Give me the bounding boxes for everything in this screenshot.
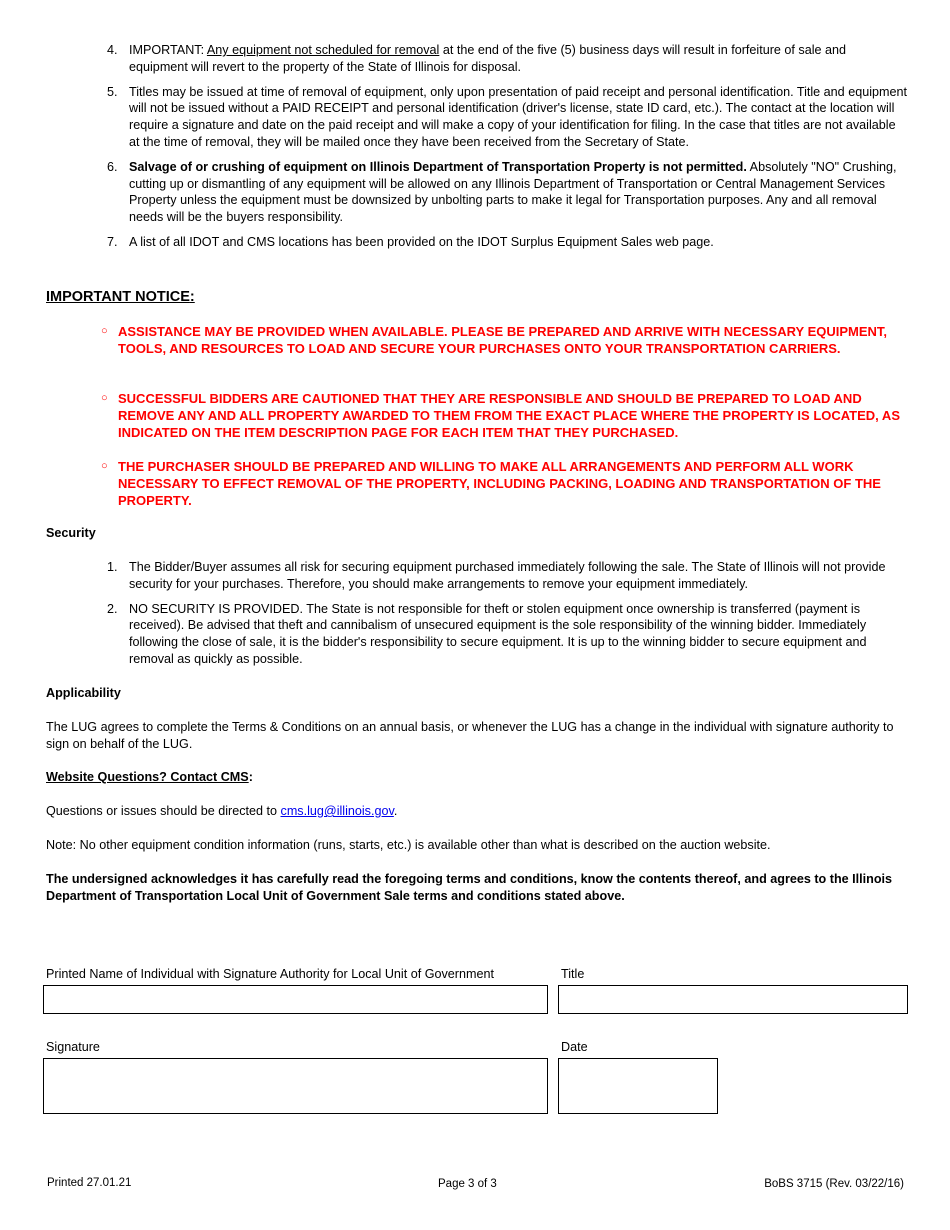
notice-text: THE PURCHASER SHOULD BE PREPARED AND WILLING TO MAKE ALL ARRANGEMENTS AND PERFORM ALL WORK NECESSARY TO EFFECT REMOVAL OF THE PROPERTY, INCLUDING PACKING, LOADING AND TRANSPORTATION OF THE PROPERTY. bbox=[118, 459, 881, 508]
acknowledgement-text: The undersigned acknowledges it has carefully read the foregoing terms and conditions, know the contents thereof, and agrees to the Illinois Department of Transportation Local Unit of Government Sale terms and conditions stated above. bbox=[46, 872, 893, 903]
applicability-text: The LUG agrees to complete the Terms & Conditions on an annual basis, or whenever the LUG has a change in the individual with signature authority to sign on behalf of the LUG. bbox=[46, 720, 894, 751]
printed-date: Printed 27.01.21 bbox=[47, 1177, 132, 1189]
title-label: Title bbox=[561, 967, 585, 981]
security-list bbox=[107, 559, 907, 668]
list-item bbox=[107, 234, 907, 251]
date-label: Date bbox=[561, 1040, 588, 1054]
list-underlined: Any equipment not scheduled for removal bbox=[206, 43, 440, 57]
list-text: NO SECURITY IS PROVIDED. The State is not responsible for theft or stolen equipment once ownership is transferred (payment is received). Be advised that theft and cannibalism of unsecured equipment is the sole responsibility of the winning bidder. Immediately following the close of sale, it is the bidder's responsibility to secure equipment. It is up to the winning bidder to secure equipment and removal as quickly as possible. bbox=[129, 601, 867, 666]
security-heading: Security bbox=[46, 526, 96, 540]
list-item bbox=[107, 84, 907, 151]
notice-text: SUCCESSFUL BIDDERS ARE CAUTIONED THAT THEY ARE RESPONSIBLE AND SHOULD BE PREPARED TO LOAD AND REMOVE ANY AND ALL PROPERTY AWARDED TO THEM FROM THE EXACT PLACE WHERE THE PROPERTY IS LOCATED, AS INDICATED ON THE ITEM DESCRIPTION PAGE FOR EACH ITEM THAT THEY PURCHASED. bbox=[118, 391, 900, 440]
list-lead: IMPORTANT: bbox=[129, 43, 207, 57]
website-heading-colon: : bbox=[248, 770, 253, 784]
page-number: Page 3 of 3 bbox=[438, 1178, 497, 1190]
list-number: 6. bbox=[107, 159, 118, 174]
questions-text bbox=[46, 803, 906, 820]
list-item bbox=[107, 159, 907, 226]
website-questions-heading bbox=[46, 770, 253, 784]
list-item bbox=[107, 601, 907, 668]
terms-list bbox=[107, 42, 907, 251]
title-field[interactable] bbox=[558, 985, 908, 1014]
list-text: at the end of the five (5) business days will result in forfeiture of sale and equipment will revert to the property of the State of Illinois for disposal. bbox=[129, 43, 847, 74]
printed-name-label: Printed Name of Individual with Signature Authority for Local Unit of Government bbox=[46, 967, 495, 981]
circle-bullet-icon: ○ bbox=[101, 460, 108, 472]
list-bold: Salvage of or crushing of equipment on Illinois Department of Transportation Property is not permitted. bbox=[129, 159, 747, 174]
questions-prefix: Questions or issues should be directed to bbox=[46, 804, 281, 818]
list-text: A list of all IDOT and CMS locations has been provided on the IDOT Surplus Equipment Sales web page. bbox=[129, 234, 714, 249]
website-heading-text: Website Questions? Contact CMS bbox=[46, 770, 249, 784]
list-item bbox=[107, 42, 907, 76]
date-field[interactable] bbox=[558, 1058, 718, 1114]
email-link[interactable]: cms.lug@illinois.gov bbox=[280, 804, 394, 818]
notice-text: ASSISTANCE MAY BE PROVIDED WHEN AVAILABLE. PLEASE BE PREPARED AND ARRIVE WITH NECESSARY EQUIPMENT, TOOLS, AND RESOURCES TO LOAD AND SECURE YOUR PURCHASES ONTO YOUR TRANSPORTATION CARRIERS. bbox=[118, 324, 888, 356]
important-notice-heading bbox=[46, 289, 195, 305]
circle-bullet-icon: ○ bbox=[101, 392, 108, 404]
applicability-heading: Applicability bbox=[46, 686, 121, 700]
signature-label: Signature bbox=[46, 1040, 100, 1054]
signature-field[interactable] bbox=[43, 1058, 548, 1114]
list-number: 4. bbox=[107, 43, 118, 57]
note-text: Note: No other equipment condition information (runs, starts, etc.) is available other than what is described on the auction website. bbox=[46, 838, 771, 852]
notice-heading-text: IMPORTANT NOTICE bbox=[46, 289, 190, 305]
list-text: Absolutely "NO" Crushing, cutting up or dismantling of any equipment will be allowed on any Illinois Department of Transportation or Central Management Services Property unless the equipment must be downsized by unbolting parts to make it legal for Transportation purposes. Any and all removal needs will be the buyers responsibility. bbox=[129, 159, 897, 225]
list-text: Titles may be issued at time of removal of equipment, only upon presentation of paid receipt and personal identification. Title and equipment will not be issued without a PAID RECEIPT and personal identification (driver's license, state ID card, etc.). The contact at the location will require a signature and date on the paid receipt and will make a copy of your identification for filing. In the case that titles are not available at the time of removal, they will be mailed once they have been received from the Secretary of State. bbox=[129, 84, 908, 149]
list-text: The Bidder/Buyer assumes all risk for securing equipment purchased immediately following the sale. The State of Illinois will not provide security for your purchases. Therefore, you should make arrangements to remove your equipment immediately. bbox=[129, 560, 886, 591]
questions-suffix: . bbox=[393, 804, 398, 818]
list-number: 2. bbox=[107, 601, 118, 616]
list-number: 5. bbox=[107, 84, 118, 99]
printed-name-field[interactable] bbox=[43, 985, 548, 1014]
notice-item bbox=[101, 458, 901, 509]
list-number: 1. bbox=[107, 560, 118, 574]
form-id: BoBS 3715 (Rev. 03/22/16) bbox=[764, 1178, 904, 1190]
circle-bullet-icon: ○ bbox=[101, 325, 108, 337]
notice-item bbox=[101, 323, 901, 357]
list-item bbox=[107, 559, 907, 593]
notice-heading-colon: : bbox=[189, 289, 195, 305]
notice-item bbox=[101, 390, 901, 441]
list-number: 7. bbox=[107, 234, 118, 249]
